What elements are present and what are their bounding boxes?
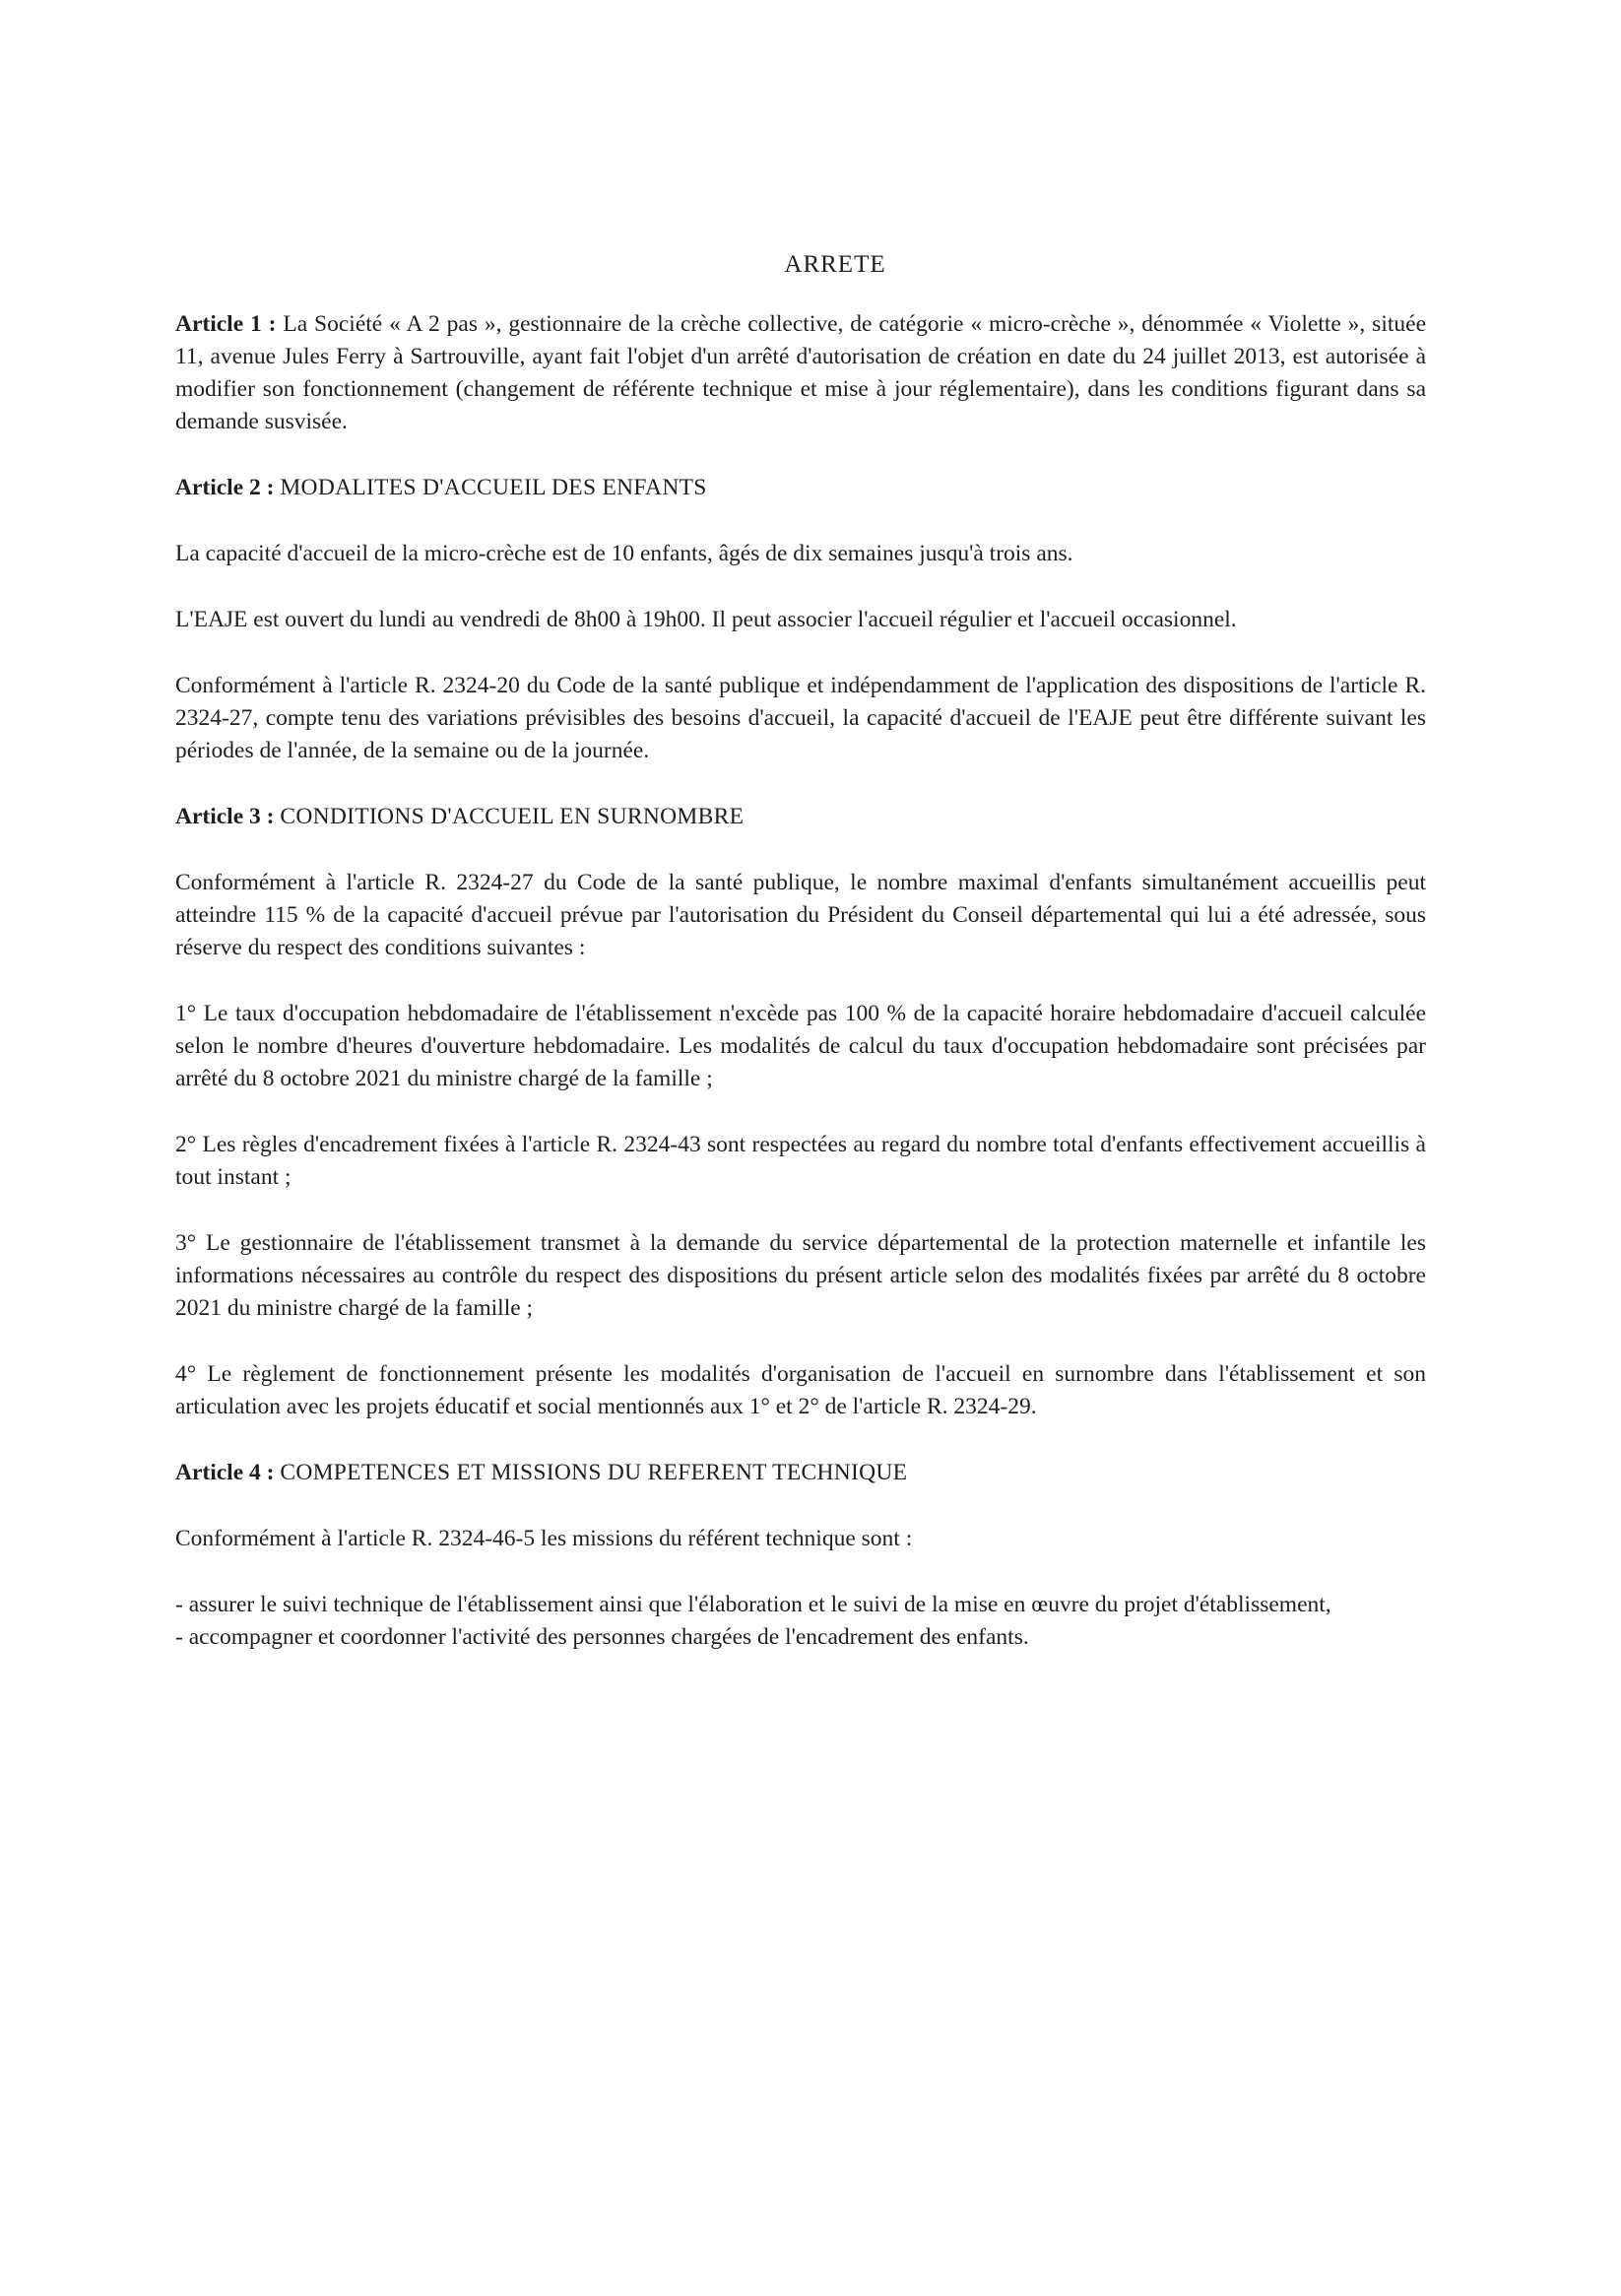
article-1-text: La Société « A 2 pas », gestionnaire de la crèche collective, de catégorie « micro-crèche », dénommée « Violette », située 11, avenue Jules Ferry à Sartrouville, ayant fait l'objet d'un arrêté d'autorisation de création en date du 24 juillet 2013, est autorisée à modifier son fonctionnement (changement de référente technique et mise à jour réglementaire), dans les conditions figurant dans sa demande susvisée. <box>175 311 1427 434</box>
article-2-header <box>175 472 1426 504</box>
article-3-condition: 4° Le règlement de fonctionnement présente les modalités d'organisation de l'accueil en surnombre dans l'établissement et son articulation avec les projets éducatif et social mentionnés aux 1° et 2° de l'article R. 2324-29. <box>175 1361 1426 1419</box>
article-2-paragraph: L'EAJE est ouvert du lundi au vendredi de 8h00 à 19h00. Il peut associer l'accueil régulier et l'accueil occasionnel. <box>175 607 1237 632</box>
article-1-label: Article 1 : <box>175 311 277 337</box>
article-3-condition: 2° Les règles d'encadrement fixées à l'article R. 2324-43 sont respectées au regard du nombre total d'enfants effectivement accueillis à tout instant ; <box>175 1132 1426 1190</box>
article-4-header <box>175 1457 1426 1489</box>
article-2-label: Article 2 : <box>175 475 275 500</box>
article-2-paragraph: La capacité d'accueil de la micro-crèche est de 10 enfants, âgés de dix semaines jusqu'à trois ans. <box>175 541 1073 566</box>
article-4-list-item: - assurer le suivi technique de l'établissement ainsi que l'élaboration et le suivi de la mise en œuvre du projet d'établissement, <box>175 1592 1331 1617</box>
article-4-list-item: - accompagner et coordonner l'activité des personnes chargées de l'encadrement des enfants. <box>175 1624 1029 1650</box>
article-4-heading: COMPETENCES ET MISSIONS DU REFERENT TECHNIQUE <box>280 1460 908 1485</box>
article-3-header <box>175 801 1426 833</box>
document-title: ARRETE <box>784 251 886 278</box>
article-3-paragraph: Conformément à l'article R. 2324-27 du Code de la santé publique, le nombre maximal d'enfants simultanément accueillis peut atteindre 115 % de la capacité d'accueil prévue par l'autorisation du Président du Conseil départemental qui lui a été adressée, sous réserve du respect des conditions suivantes : <box>175 870 1426 960</box>
article-2-paragraph: Conformément à l'article R. 2324-20 du Code de la santé publique et indépendamment de l'application des dispositions de l'article R. 2324-27, compte tenu des variations prévisibles des besoins d'accueil, la capacité d'accueil de l'EAJE peut être différente suivant les périodes de l'année, de la semaine ou de la journée. <box>175 673 1426 763</box>
article-4-label: Article 4 : <box>175 1460 275 1485</box>
article-3-heading: CONDITIONS D'ACCUEIL EN SURNOMBRE <box>280 804 745 829</box>
article-3-condition: 3° Le gestionnaire de l'établissement transmet à la demande du service départemental de la protection maternelle et infantile les informations nécessaires au contrôle du respect des dispositions du présent article selon des modalités fixées par arrêté du 8 octobre 2021 du ministre chargé de la famille ; <box>175 1230 1426 1321</box>
document-body <box>175 248 1426 1654</box>
article-1 <box>175 308 1426 438</box>
article-3-condition: 1° Le taux d'occupation hebdomadaire de l'établissement n'excède pas 100 % de la capacité horaire hebdomadaire d'accueil calculée selon le nombre d'heures d'ouverture hebdomadaire. Les modalités de calcul du taux d'occupation hebdomadaire sont précisées par arrêté du 8 octobre 2021 du ministre chargé de la famille ; <box>175 1001 1426 1091</box>
article-3-label: Article 3 : <box>175 804 275 829</box>
article-4-paragraph: Conformément à l'article R. 2324-46-5 les missions du référent technique sont : <box>175 1526 913 1551</box>
article-2-heading: MODALITES D'ACCUEIL DES ENFANTS <box>280 475 707 500</box>
